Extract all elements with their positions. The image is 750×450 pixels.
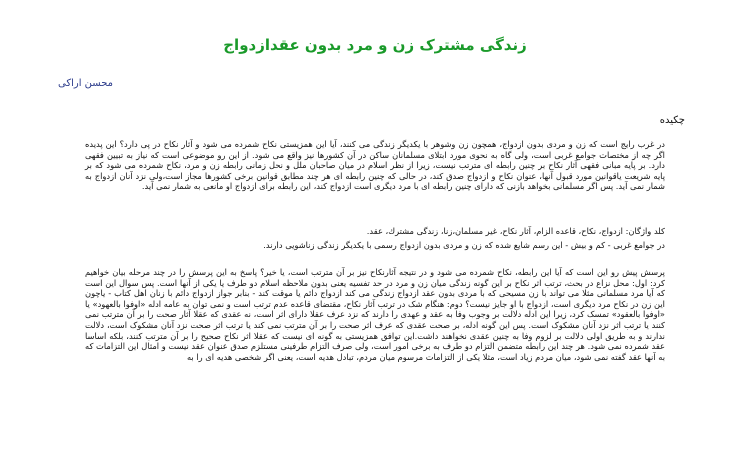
abstract-label: چکیده	[659, 115, 685, 126]
paper-title: زندگی مشترک زن و مرد بدون عقدازدواج	[223, 36, 527, 54]
keywords-line: كلد واژگان: ازدواج، نكاح، قاعده الزام، آثار نكاح، غير مسلمان،زنا، زندگی مشترك، عقد.	[366, 226, 665, 236]
intro-paragraph: در جوامع غربی - کم و بیش - این رسم شایع شده که زن و مردی بدون ازدواج رسمی با یکدیگر زندگی زناشویی دارند.	[263, 240, 665, 250]
abstract-paragraph: در غرب رایج است که زن و مردی بدون ازدواج، همچون زن وشوهر با یکدیگر زندگی می کنند، آیا این همزیستی نکاح شمرده می شود و آثار نکاح در پی دارد؟ این پدیده اگر چه از مختصات جوامع غربی است، ولی گاه به نحوی مورد ابتلای مسلمانان ساکن در آن کشورها نیز واقع می شود. از این رو موضوعی است که نیاز به تبیین فقهی دارد. بر پایه مبانی فقهی آثار نکاح بر چنین رابطه ای مترتب نیست، زیرا از نظر اسلام در میان صاحبان ملل و نحل زمانی رابطه زن و مرد، نکاح شمرده می شود که بر پایه شریعت یاقوانین مورد قبول آنها، عنوان نکاح و ازدواج صدق کند، در حالی که چنین رابطه ای هر چند مطابق قوانین برخی کشورها مجاز است،ولی نزد آنان ازدواج به شمار نمی آید. پس اگر مسلمانی بخواهد بازنی که دارای چنین رابطه ای با مرد دیگری است ازدواج کند، این رابطه برای ازدواج او مانعی به شمار نمی آید.	[85, 139, 665, 192]
author-name: محسن اراکی	[58, 78, 114, 89]
body-paragraph: پرسش پیش رو این است که آیا این رابطه، نکاح شمرده می شود و در نتیجه آثارنکاح نیز بر آن مترتب است، یا خیر؟ پاسخ به این پرسش را در چند مرحله بیان خواهیم کرد: اول: محل نزاع در بحث، ترتب اثر نکاح بر این گونه زندگی میان زن و مرد در حد تفسیه یعنی بدون ملاحظه اسلام دو طرف یا یکی از آنها است. پس سوال این است که آیا مرد مسلمانی مثلا می تواند با زن مسیحی که با مردی بدون عقد ازدواج زندگی می کند ازدواج دائم یا موقت کند - بنابر جواز ازدواج دائم با زنان اهل کتاب - یاچون این زن در نکاح مرد دیگری است، ازدواج با او جایز نیست؟ دوم: هنگام شک در ترتب آثار نکاح، مقتضای قاعده عدم ترتب است و نمی توان به عامه ادله «اوفوا بالعهود» یا «اوفوا بالعقود» تمسک کرد، زیرا این ادله دلالت بر وجوب وفا به عقد و عهدی را دارند که نزد عرف عقلا دارای اثر است، نه عقدی که عقلا آثار صحت را بر آن مترتب نمی کنند یا ترتب اثر نزد آنان مشکوک است. پس این گونه ادله، بر صحت عقدی که عرف اثر صحت را بر آن مترتب نمی کند یا ترتب اثر صحت نزد آنان مشکوک است، دلالت ندارند و به طریق اولی دلالت بر لزوم وفا به چنین عقدی نخواهند داشت.این توافق همزیستی به گونه ای نیست که عقلا اثر نکاح صحیح را بر آن مترتب کنند، بلکه اساسا عقد شمرده نمی شود. هر چند این رابطه متضمن التزام دو طرف به برخی امور است، ولی صرف التزام طرفینی مستلزم صدق عنوان عقد نیست و امثال این التزامات که به آنها عقد گفته نمی شود، میان مردم زیاد است، مثلا یکی از التزامات مرسوم میان مردم، تبادل هدیه است، یعنی اگر شخصی هدیه ای را به	[85, 267, 665, 362]
